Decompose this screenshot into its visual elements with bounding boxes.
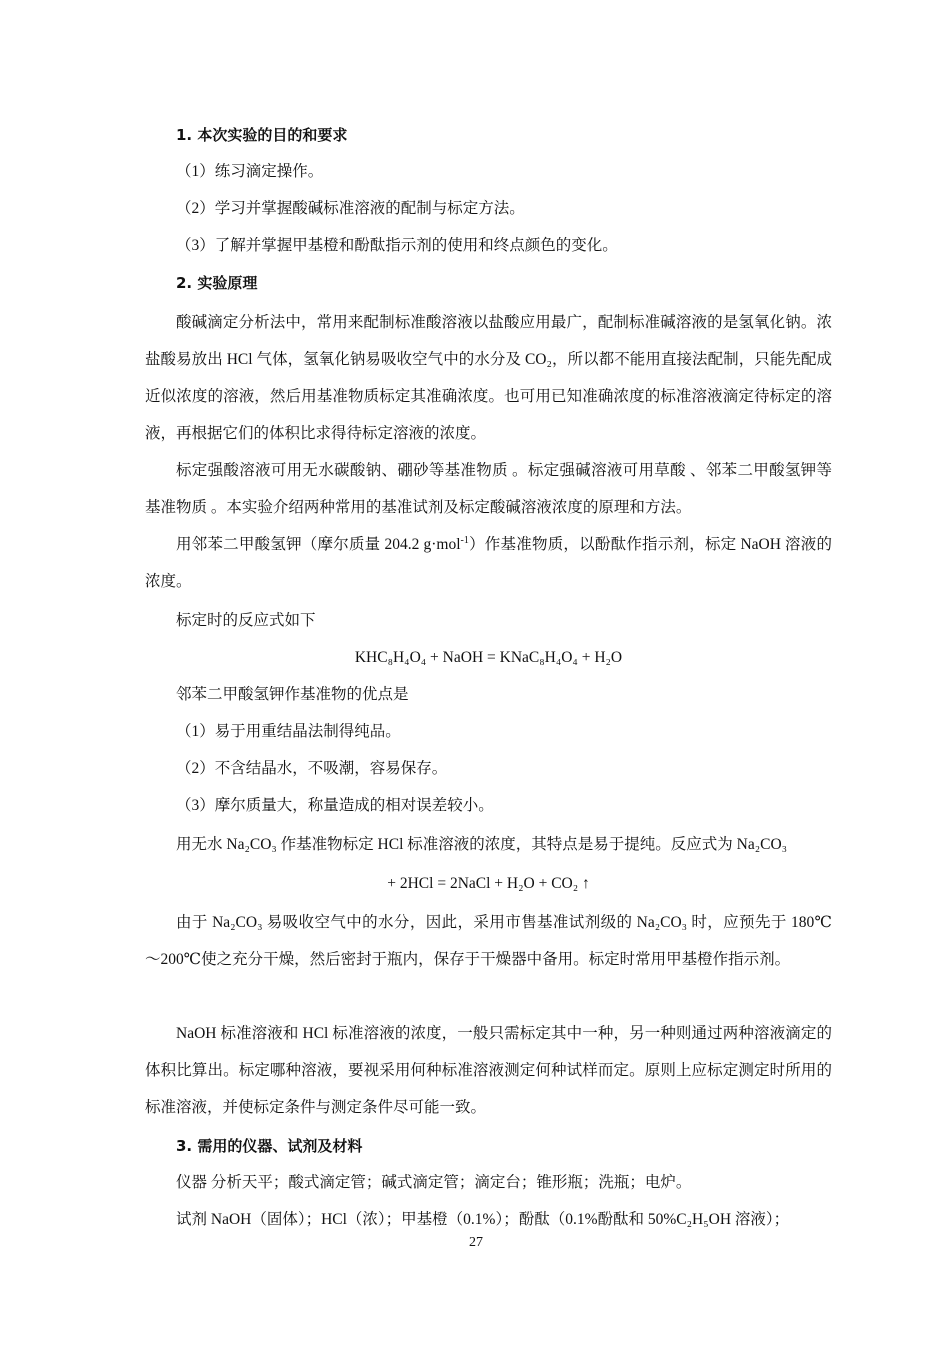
advantages-intro: 邻苯二甲酸氢钾作基准物的优点是 xyxy=(176,686,409,703)
equation-1: KHC₈H₄O₄ + NaOH = KNaC₈H₄O₄ + H₂O xyxy=(354,649,623,666)
page-number: 27 xyxy=(469,1235,483,1250)
equation-2: + 2HCl = 2NaCl + H₂O + CO₂ ↑ xyxy=(387,875,590,892)
objective-item-3: （3）了解并掌握甲基橙和酚酞指示剂的使用和终点颜色的变化。 xyxy=(176,237,618,254)
reagents-line: 试剂 NaOH（固体）；HCl（浓）；甲基橙（0.1%）；酚酞（0.1%酚酞和 50%C₂H₅OH 溶液）； xyxy=(176,1211,790,1228)
p3-text-a: 用邻苯二甲酸氢钾（摩尔质量 204.2 g·mol xyxy=(176,536,461,553)
na2co3-paragraph: 用无水 Na₂CO₃ 作基准物标定 HCl 标准溶液的浓度，其特点是易于提纯。反应式为 Na₂CO₃ xyxy=(176,836,788,853)
objective-item-2: （2）学习并掌握酸碱标准溶液的配制与标定方法。 xyxy=(176,200,525,217)
standard-solution-paragraph: NaOH 标准溶液和 HCl 标准溶液的浓度，一般只需标定其中一种，另一种则通过两种溶液滴定的体积比算出。标定哪种溶液，要视采用何种标准溶液测定何种试样而定。原则上应标定测定时所用的标准溶液，并使标定条件与测定条件尽可能一致。 xyxy=(145,1025,832,1116)
section-heading-1: 1. 本次实验的目的和要求 xyxy=(176,126,348,144)
section-heading-3: 3. 需用的仪器、试剂及材料 xyxy=(176,1137,363,1155)
reaction-intro: 标定时的反应式如下 xyxy=(176,612,316,629)
p3-text-b: ）作基准物质，以酚酞作指示剂，标定 NaOH 溶液的浓度。 xyxy=(145,536,832,590)
principle-paragraph-2: 标定强酸溶液可用无水碳酸钠、硼砂等基准物质 。标定强碱溶液可用草酸 、邻苯二甲酸氢钾等基准物质 。本实验介绍两种常用的基准试剂及标定酸碱溶液浓度的原理和方法。 xyxy=(145,462,832,516)
advantage-item-3: （3）摩尔质量大，称量造成的相对误差较小。 xyxy=(176,797,494,814)
p3-superscript: -1 xyxy=(460,535,469,546)
objective-item-1: （1）练习滴定操作。 xyxy=(176,163,324,180)
section-heading-2: 2. 实验原理 xyxy=(176,274,258,292)
advantage-item-1: （1）易于用重结晶法制得纯品。 xyxy=(176,723,401,740)
principle-paragraph-3 xyxy=(145,526,832,600)
principle-paragraph-1: 酸碱滴定分析法中，常用来配制标准酸溶液以盐酸应用最广，配制标准碱溶液的是氢氧化钠。浓盐酸易放出 HCl 气体，氢氧化钠易吸收空气中的水分及 CO₂，所以都不能用直接法配制，只能先配成近似浓度的溶液，然后用基准物质标定其准确浓度。也可用已知准确浓度的标准溶液滴定待标定的溶液，再根据它们的体积比求得待标定溶液的浓度。 xyxy=(145,314,832,442)
instruments-line: 仪器 分析天平；酸式滴定管；碱式滴定管；滴定台；锥形瓶；洗瓶；电炉。 xyxy=(176,1174,692,1191)
drying-paragraph: 由于 Na₂CO₃ 易吸收空气中的水分，因此，采用市售基准试剂级的 Na₂CO₃ 时，应预先于 180℃～200℃使之充分干燥，然后密封于瓶内，保存于干燥器中备用。标定时常用甲基橙作指示剂。 xyxy=(145,914,832,968)
advantage-item-2: （2）不含结晶水，不吸潮，容易保存。 xyxy=(176,760,448,777)
